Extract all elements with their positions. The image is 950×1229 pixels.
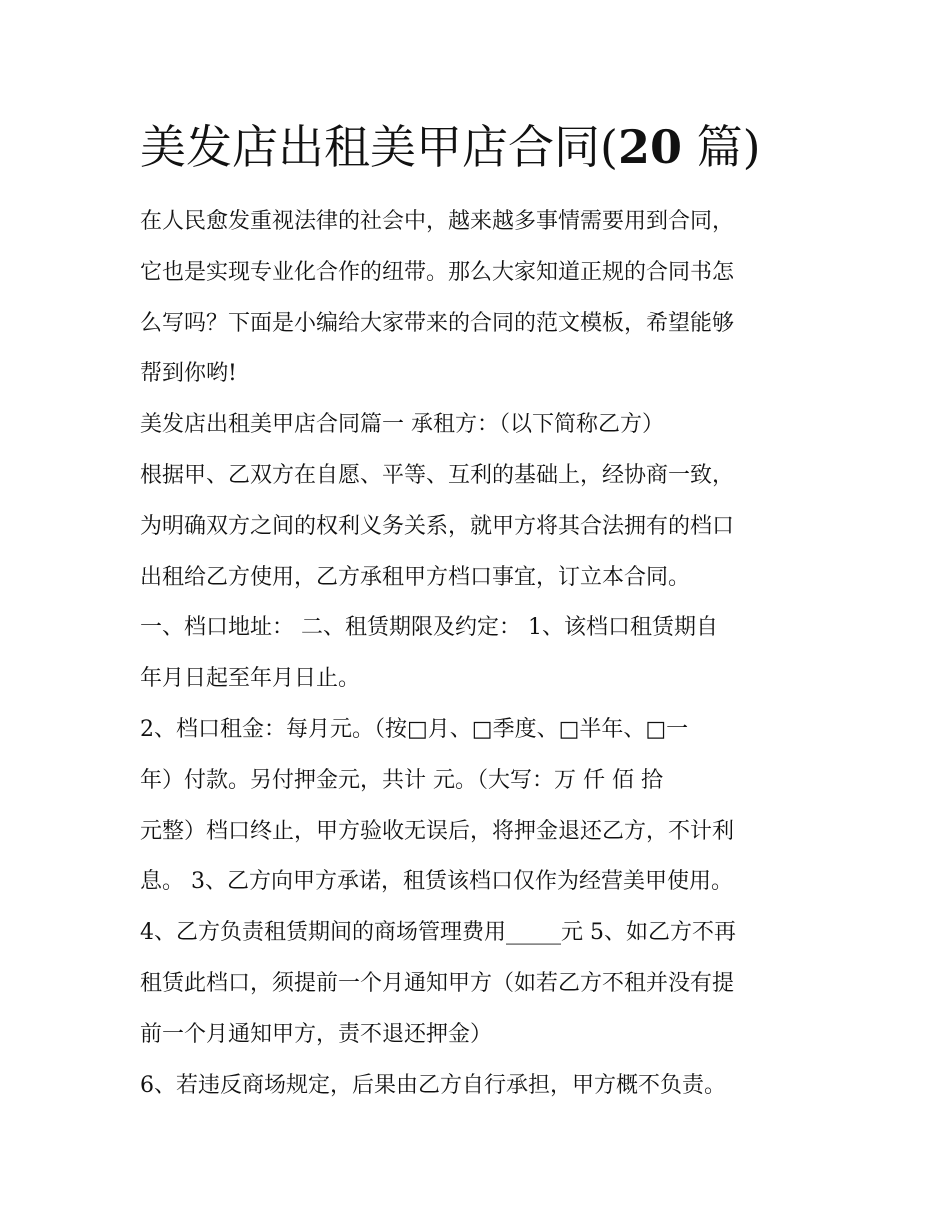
text-line: 为明确双方之间的权利义务关系，就甲方将其合法拥有的档口 <box>140 513 735 539</box>
text-line: 2、档口租金：每月元。（按□月、□季度、□半年、□一 <box>140 716 689 742</box>
text-line: 么写吗？下面是小编给大家带来的合同的范文模板，希望能够 <box>140 310 735 336</box>
text-line: 美发店出租美甲店合同篇一 承租方：（以下简称乙方） <box>140 412 664 438</box>
text-line: 帮到你哟! <box>140 361 237 387</box>
text-line: 前一个月通知甲方，责不退还押金） <box>140 1021 493 1047</box>
text-line: 元整）档口终止，甲方验收无误后，将押金退还乙方，不计利 <box>140 818 735 844</box>
text-line: 息。 3、乙方向甲方承诺，租赁该档口仅作为经营美甲使用。 <box>140 869 733 895</box>
text-line: 4、乙方负责租赁期间的商场管理费用_____元 5、如乙方不再 <box>140 920 736 946</box>
text-line: 出租给乙方使用，乙方承租甲方档口事宜，订立本合同。 <box>140 564 691 590</box>
title-number: 20 <box>617 120 682 174</box>
text-line: 6、若违反商场规定，后果由乙方自行承担，甲方概不负责。 <box>140 1072 726 1098</box>
text-line: 租赁此档口，须提前一个月通知甲方（如若乙方不租并没有提 <box>140 970 735 996</box>
title-suffix: 篇) <box>681 120 761 174</box>
text-line: 在人民愈发重视法律的社会中，越来越多事情需要用到合同， <box>140 209 735 234</box>
title-prefix: 美发店出租美甲店合同( <box>140 120 618 174</box>
text-line: 根据甲、乙双方在自愿、平等、互利的基础上，经协商一致， <box>140 462 735 488</box>
document-body <box>140 197 820 1111</box>
text-line: 年）付款。另付押金元，共计 元。（大写：万 仟 佰 拾 <box>140 767 663 793</box>
text-line: 它也是实现专业化合作的纽带。那么大家知道正规的合同书怎 <box>140 259 735 285</box>
document-title <box>140 112 840 182</box>
text-line: 一、档口地址： 二、租赁期限及约定： 1、该档口租赁期自 <box>140 615 718 641</box>
text-line: 年月日起至年月日止。 <box>140 666 361 692</box>
